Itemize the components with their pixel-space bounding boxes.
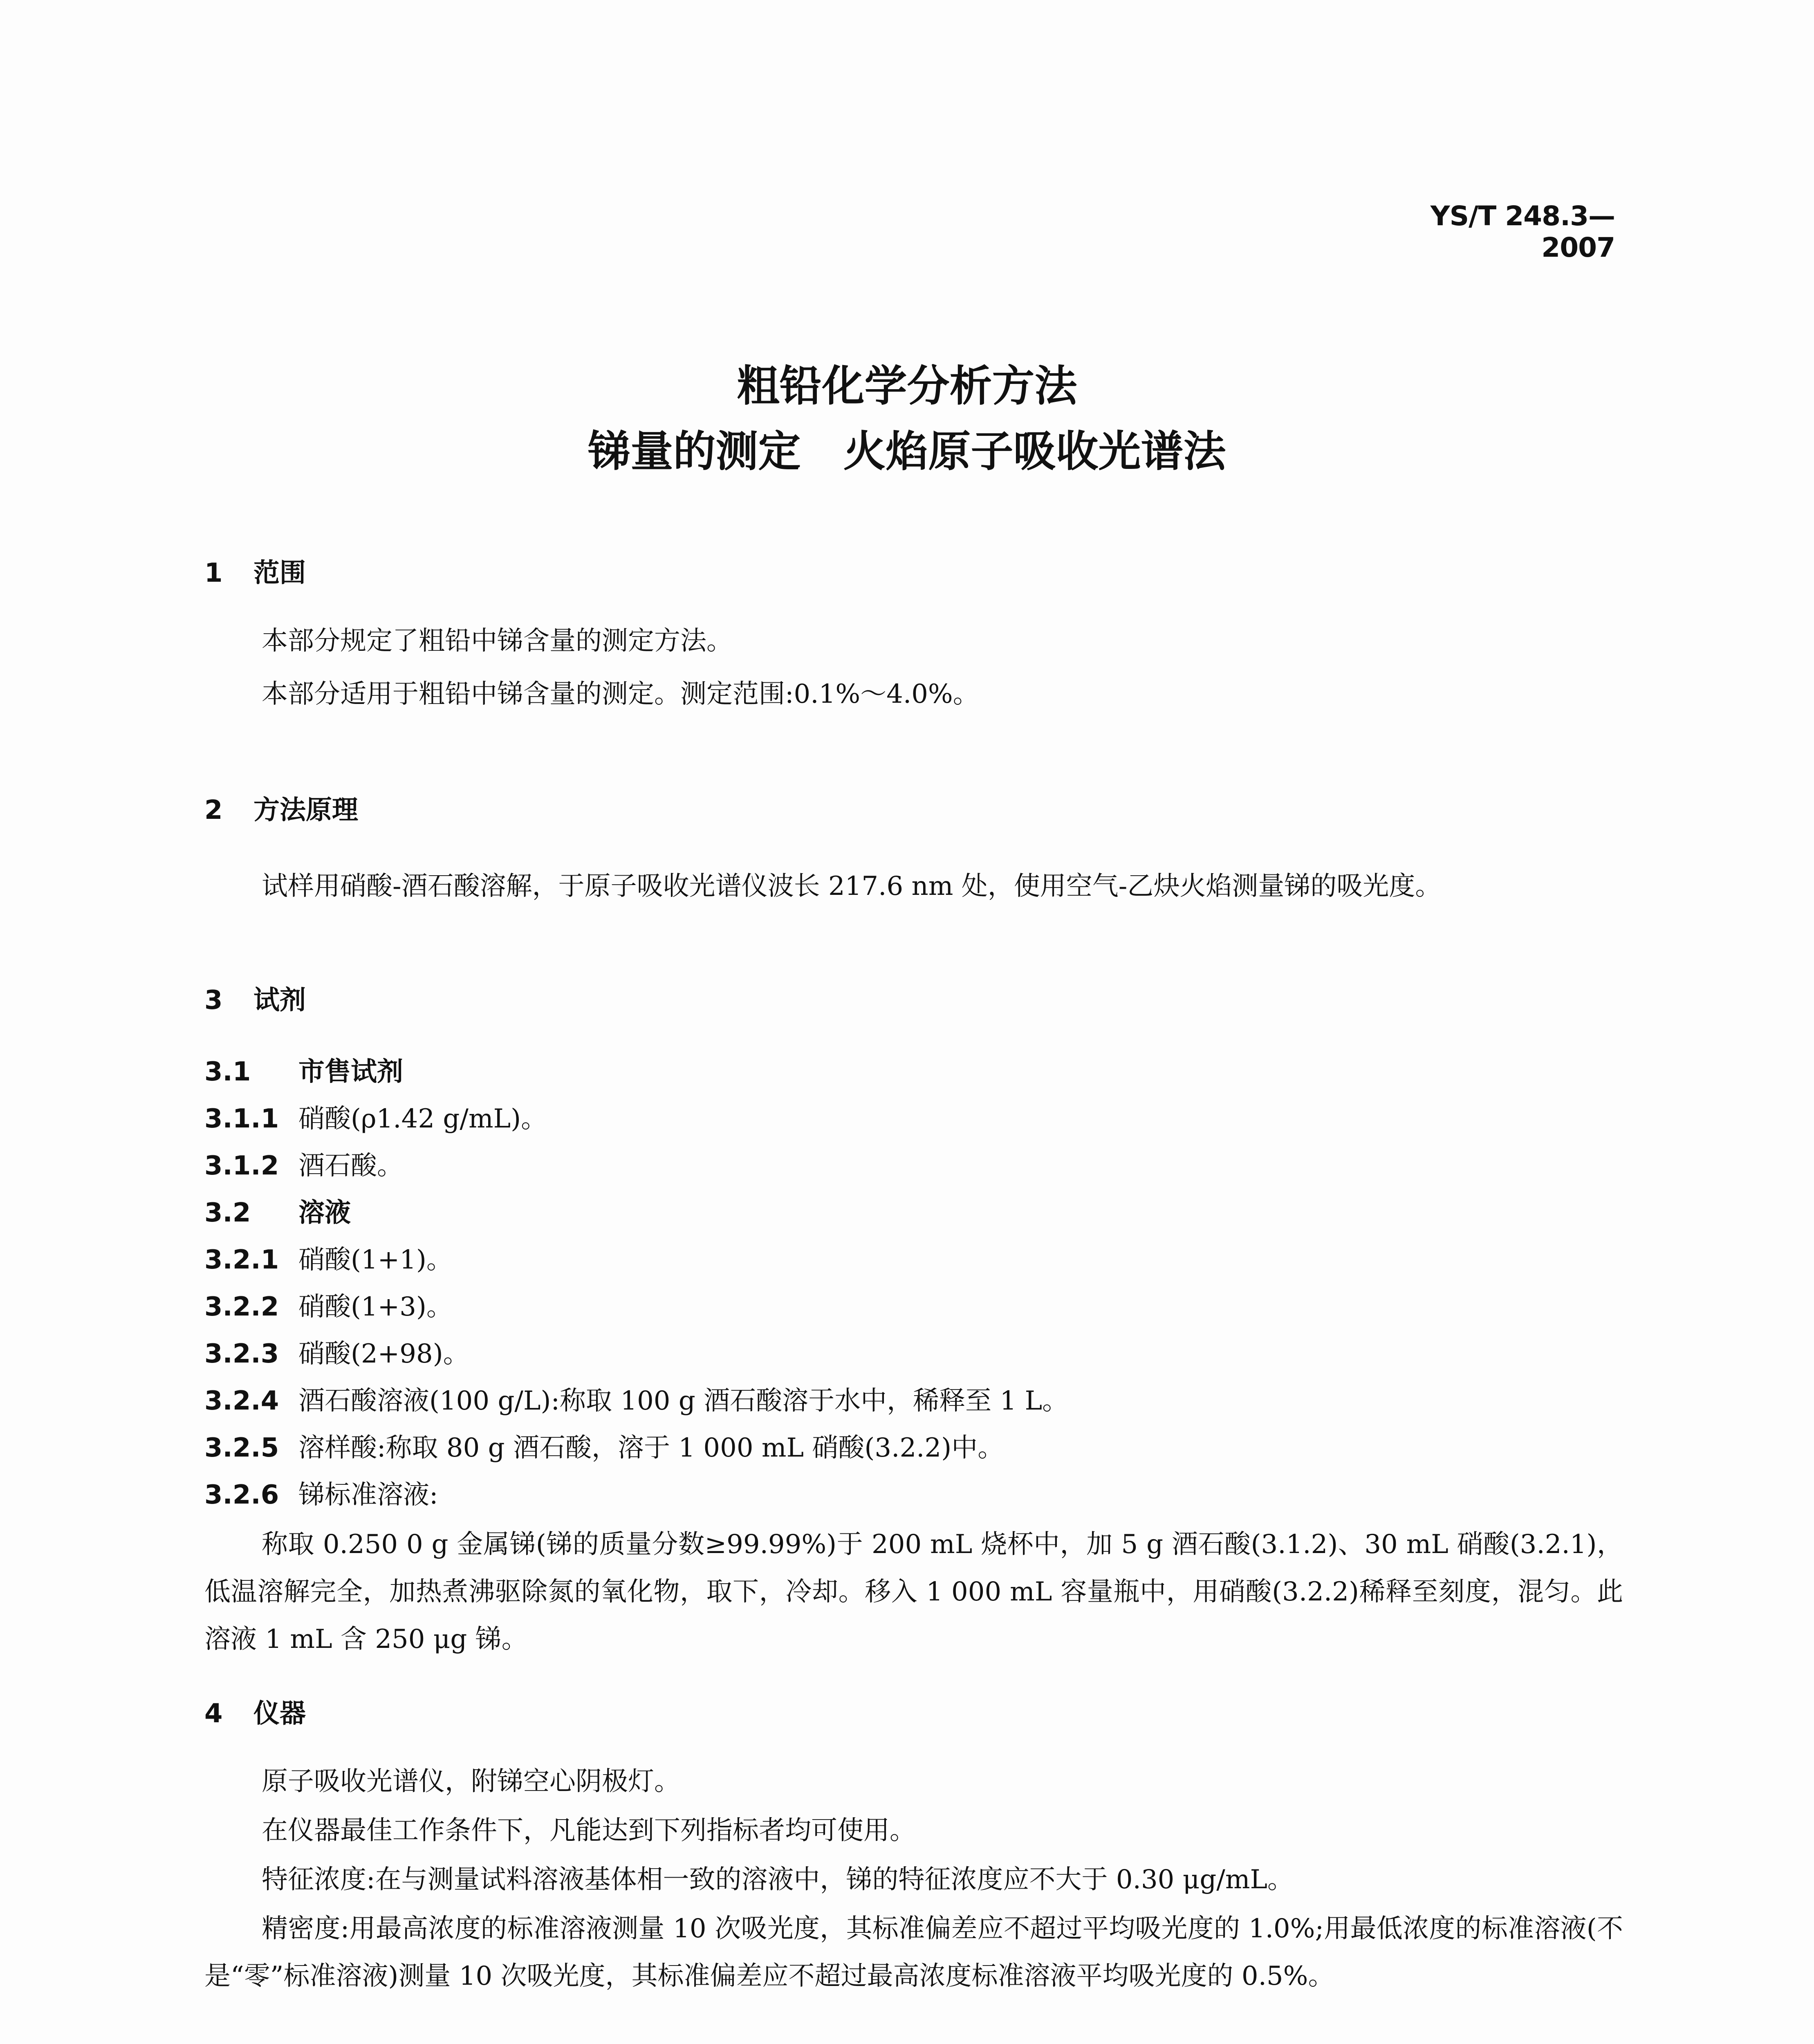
section-4-paragraph-2: 在仪器最佳工作条件下，凡能达到下列指标者均可使用。 <box>262 1815 916 1846</box>
section-title: 范围 <box>253 558 306 588</box>
section-3-heading <box>204 979 306 1017</box>
clause-3-2-3 <box>204 1333 469 1370</box>
clause-number: 3.2 <box>204 1198 251 1228</box>
clause-number: 3.1 <box>204 1057 251 1087</box>
clause-3-2-5 <box>204 1427 1004 1464</box>
clause-number: 3.2.5 <box>204 1433 279 1463</box>
clause-text: 硝酸(2+98)。 <box>298 1339 469 1369</box>
clause-text: 硝酸(1+1)。 <box>298 1245 453 1275</box>
clause-text: 溶液 <box>298 1198 351 1228</box>
clause-3-2-6 <box>204 1474 438 1511</box>
clause-3-1 <box>204 1051 403 1088</box>
clause-text: 硝酸(ρ1.42 g/mL)。 <box>298 1104 547 1134</box>
section-title: 试剂 <box>253 985 306 1015</box>
clause-text: 酒石酸溶液(100 g/L):称取 100 g 酒石酸溶于水中，稀释至 1 L。 <box>298 1386 1069 1416</box>
section-4-paragraph-1: 原子吸收光谱仪，附锑空心阴极灯。 <box>262 1766 680 1797</box>
section-title: 方法原理 <box>253 795 358 825</box>
section-number: 2 <box>204 795 223 825</box>
clause-3-2-2 <box>204 1286 453 1323</box>
section-title: 仪器 <box>253 1699 306 1729</box>
section-1-paragraph-1: 本部分规定了粗铅中锑含量的测定方法。 <box>262 626 733 656</box>
section-1-heading <box>204 552 306 589</box>
document-title-line1: 粗铅化学分析方法 <box>737 361 1077 411</box>
section-2-paragraph-1: 试样用硝酸-酒石酸溶解，于原子吸收光谱仪波长 217.6 nm 处，使用空气-乙炔火焰测量锑的吸光度。 <box>262 871 1442 901</box>
clause-3-1-1 <box>204 1098 547 1135</box>
clause-text: 硝酸(1+3)。 <box>298 1292 453 1322</box>
clause-text: 溶样酸:称取 80 g 酒石酸，溶于 1 000 mL 硝酸(3.2.2)中。 <box>298 1433 1004 1463</box>
clause-number: 3.2.6 <box>204 1480 279 1510</box>
section-2-heading <box>204 789 358 827</box>
standard-code: YS/T 248.3—2007 <box>1430 200 1615 263</box>
section-1-paragraph-2: 本部分适用于粗铅中锑含量的测定。测定范围:0.1%～4.0%。 <box>262 679 979 709</box>
clause-3-2-6-paragraph: 称取 0.250 0 g 金属锑(锑的质量分数≥99.99%)于 200 mL 烧杯中，加 5 g 酒石酸(3.1.2)、30 mL 硝酸(3.2.1)，低温溶解完全，加热煮沸驱除氮的氧化物，取下，冷却。移入 1 000 mL 容量瓶中，用硝酸(3.2.2)稀释至刻度，混匀。此溶液 1 mL 含 250 μg 锑。 <box>204 1529 1623 1654</box>
section-4-heading <box>204 1692 306 1730</box>
section-4-paragraph-3: 特征浓度:在与测量试料溶液基体相一致的溶液中，锑的特征浓度应不大于 0.30 μg/mL。 <box>262 1865 1294 1895</box>
clause-number: 3.2.2 <box>204 1292 279 1322</box>
clause-3-2-4 <box>204 1380 1068 1417</box>
section-number: 3 <box>204 985 223 1015</box>
clause-number: 3.1.2 <box>204 1151 279 1181</box>
section-4-paragraph-4: 精密度:用最高浓度的标准溶液测量 10 次吸光度，其标准偏差应不超过平均吸光度的 1.0%;用最低浓度的标准溶液(不是“零”标准溶液)测量 10 次吸光度，其标准偏差应不超过最高浓度标准溶液平均吸光度的 0.5%。 <box>204 1914 1623 1991</box>
clause-text: 酒石酸。 <box>298 1151 403 1181</box>
section-number: 4 <box>204 1699 223 1729</box>
clause-number: 3.2.1 <box>204 1245 279 1275</box>
clause-3-2-1 <box>204 1239 453 1276</box>
clause-3-1-2 <box>204 1145 403 1182</box>
clause-number: 3.2.3 <box>204 1339 279 1369</box>
clause-number: 3.1.1 <box>204 1104 279 1134</box>
clause-text: 市售试剂 <box>298 1057 403 1087</box>
clause-number: 3.2.4 <box>204 1386 279 1416</box>
clause-3-2 <box>204 1192 351 1229</box>
section-number: 1 <box>204 558 223 588</box>
clause-text: 锑标准溶液: <box>298 1480 438 1510</box>
document-title-line2: 锑量的测定 火焰原子吸收光谱法 <box>588 426 1226 476</box>
